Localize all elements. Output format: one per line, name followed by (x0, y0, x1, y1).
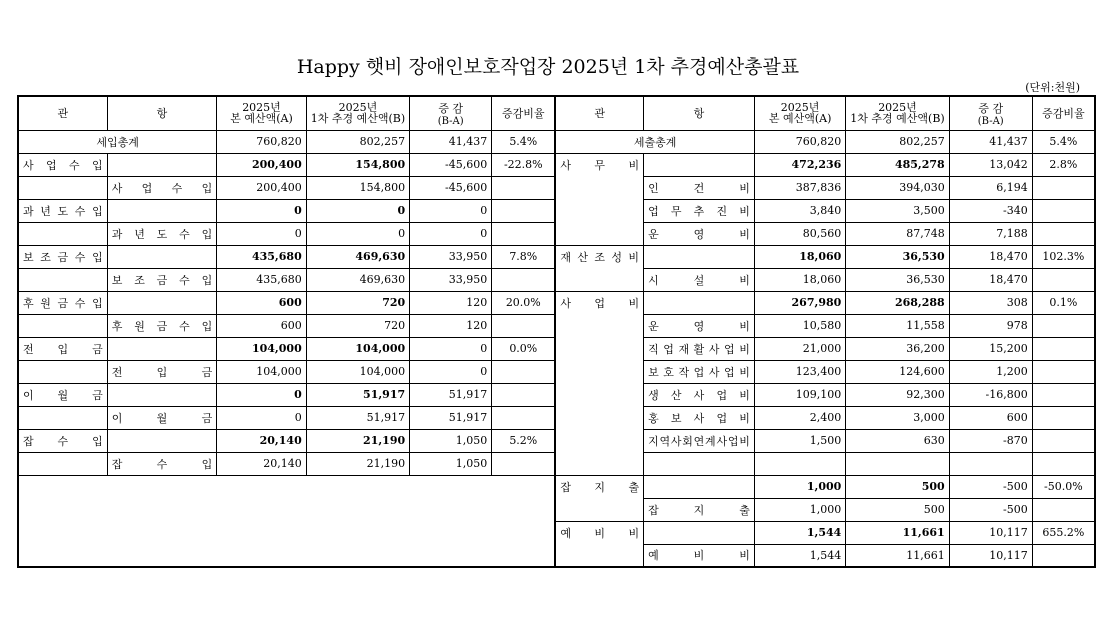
income-gwan-diff: 33,950 (410, 245, 492, 268)
expense-gwan-empty (555, 176, 643, 199)
expense-diff: 10,117 (949, 521, 1032, 544)
expense-b (846, 452, 949, 475)
table-row (18, 314, 1095, 337)
expense-a: 10,580 (754, 314, 845, 337)
table-row (18, 199, 1095, 222)
expense-diff: 18,470 (949, 245, 1032, 268)
expense-gwan-label (555, 245, 643, 268)
income-gwan-hang-empty (107, 429, 217, 452)
expense-total-b: 802,257 (846, 130, 949, 153)
income-gwan-label (18, 199, 107, 222)
table-row (18, 429, 1095, 452)
income-gwan-rate: 7.8% (492, 245, 556, 268)
expense-gwan-label-text: 예 비 비 (560, 526, 640, 540)
expense-gwan-empty (555, 268, 643, 291)
income-gwan-label-text: 전 입 금 (23, 342, 103, 356)
expense-hang-label-text: 운 영 비 (648, 227, 750, 241)
expense-diff: -340 (949, 199, 1032, 222)
income-total-a: 760,820 (217, 130, 306, 153)
income-gwan-hang-empty (107, 245, 217, 268)
expense-hang-label-text: 업 무 추 진 비 (648, 204, 750, 218)
income-hang-b: 154,800 (306, 176, 409, 199)
income-gwan-label (18, 153, 107, 176)
expense-b: 3,500 (846, 199, 949, 222)
income-hang-label (107, 360, 217, 383)
expense-gwan-label-text: 잡 지 출 (560, 480, 640, 494)
income-hang-label (107, 406, 217, 429)
expense-rate: 102.3% (1032, 245, 1095, 268)
total-row (18, 130, 1095, 153)
income-gwan-b: 21,190 (306, 429, 409, 452)
income-hang-b: 51,917 (306, 406, 409, 429)
income-hang-diff: 0 (410, 360, 492, 383)
expense-rate (1032, 199, 1095, 222)
expense-a: 387,836 (754, 176, 845, 199)
income-hang-gwan-empty (18, 360, 107, 383)
table-row (18, 383, 1095, 406)
table-row (18, 153, 1095, 176)
expense-diff: -870 (949, 429, 1032, 452)
income-hang-label-text: 후 원 금 수 입 (111, 319, 213, 333)
expense-hang-label (644, 498, 755, 521)
expense-hang-label (644, 314, 755, 337)
table-row (18, 222, 1095, 245)
income-hang-a: 600 (217, 314, 306, 337)
income-gwan-rate: -22.8% (492, 153, 556, 176)
income-gwan-diff: 1,050 (410, 429, 492, 452)
diff-line2: (B-A) (437, 115, 464, 127)
expense-hang-empty (644, 245, 755, 268)
expense-rate (1032, 429, 1095, 452)
table-row (18, 475, 1095, 498)
expense-gwan-empty (555, 360, 643, 383)
expense-gwan-empty (555, 498, 643, 521)
income-total-b: 802,257 (306, 130, 409, 153)
budget-table-body (18, 96, 1095, 567)
income-gwan-label (18, 245, 107, 268)
expense-hang-label-text: 시 설 비 (648, 273, 750, 287)
expense-diff: -500 (949, 498, 1032, 521)
expense-b: 268,288 (846, 291, 949, 314)
expense-diff: 600 (949, 406, 1032, 429)
expense-a: 1,000 (754, 498, 845, 521)
income-hang-rate (492, 406, 556, 429)
table-row (18, 360, 1095, 383)
expense-b: 485,278 (846, 153, 949, 176)
expense-gwan-label (555, 475, 643, 498)
income-hang-a: 0 (217, 222, 306, 245)
expense-a: 1,544 (754, 521, 845, 544)
income-gwan-label (18, 291, 107, 314)
income-hang-label (107, 314, 217, 337)
expense-b: 36,530 (846, 245, 949, 268)
income-hang-rate (492, 268, 556, 291)
table-row (18, 291, 1095, 314)
col-a-line1: 2025년 (780, 101, 820, 115)
income-gwan-label-text: 이 월 금 (23, 388, 103, 402)
income-hang-b: 0 (306, 222, 409, 245)
expense-a: 80,560 (754, 222, 845, 245)
income-gwan-b: 104,000 (306, 337, 409, 360)
expense-b: 124,600 (846, 360, 949, 383)
income-hang-rate (492, 314, 556, 337)
income-gwan-a: 600 (217, 291, 306, 314)
income-header-rate: 증감비율 (492, 96, 556, 130)
expense-hang-empty (644, 452, 755, 475)
expense-b: 500 (846, 498, 949, 521)
expense-diff: 1,200 (949, 360, 1032, 383)
expense-header-hang: 항 (644, 96, 755, 130)
income-hang-gwan-empty (18, 176, 107, 199)
expense-gwan-label-text: 사 업 비 (560, 296, 640, 310)
expense-rate (1032, 383, 1095, 406)
expense-b: 630 (846, 429, 949, 452)
income-hang-diff: -45,600 (410, 176, 492, 199)
income-gwan-label-text: 잡 수 입 (23, 434, 103, 448)
col-a-line2: 본 예산액(A) (768, 112, 832, 126)
income-hang-label (107, 176, 217, 199)
expense-header-rate: 증감비율 (1032, 96, 1095, 130)
expense-a: 2,400 (754, 406, 845, 429)
header-row (18, 96, 1095, 130)
expense-diff: -16,800 (949, 383, 1032, 406)
expense-a: 3,840 (754, 199, 845, 222)
income-gwan-label-text: 과 년 도 수 입 (23, 204, 103, 218)
income-total-diff: 41,437 (410, 130, 492, 153)
expense-hang-label (644, 360, 755, 383)
income-hang-rate (492, 176, 556, 199)
expense-a (754, 452, 845, 475)
expense-diff: 15,200 (949, 337, 1032, 360)
income-hang-rate (492, 360, 556, 383)
income-hang-b: 21,190 (306, 452, 409, 475)
expense-hang-label-text: 생 산 사 업 비 (648, 388, 750, 402)
income-hang-diff: 120 (410, 314, 492, 337)
expense-a: 1,500 (754, 429, 845, 452)
income-hang-gwan-empty (18, 406, 107, 429)
income-hang-b: 720 (306, 314, 409, 337)
income-gwan-a: 435,680 (217, 245, 306, 268)
expense-hang-label (644, 337, 755, 360)
expense-diff: 13,042 (949, 153, 1032, 176)
expense-diff: 308 (949, 291, 1032, 314)
income-hang-a: 200,400 (217, 176, 306, 199)
expense-a: 18,060 (754, 245, 845, 268)
expense-hang-empty (644, 521, 755, 544)
expense-rate: 655.2% (1032, 521, 1095, 544)
income-hang-diff: 33,950 (410, 268, 492, 291)
income-gwan-label (18, 383, 107, 406)
income-hang-label (107, 268, 217, 291)
income-hang-diff: 1,050 (410, 452, 492, 475)
income-gwan-diff: 0 (410, 199, 492, 222)
expense-a: 109,100 (754, 383, 845, 406)
expense-gwan-empty (555, 199, 643, 222)
expense-hang-label-text: 예 비 비 (648, 549, 750, 563)
expense-b: 11,661 (846, 521, 949, 544)
expense-rate (1032, 452, 1095, 475)
diff-line1: 증 감 (438, 101, 464, 115)
expense-gwan-label (555, 291, 643, 314)
expense-rate (1032, 360, 1095, 383)
income-hang-gwan-empty (18, 222, 107, 245)
income-gwan-label (18, 429, 107, 452)
expense-a: 472,236 (754, 153, 845, 176)
expense-a: 21,000 (754, 337, 845, 360)
col-b-line1: 2025년 (878, 101, 917, 115)
expense-diff: 18,470 (949, 268, 1032, 291)
expense-gwan-empty (555, 337, 643, 360)
income-hang-gwan-empty (18, 314, 107, 337)
expense-header-gwan: 관 (555, 96, 643, 130)
expense-hang-empty (644, 153, 755, 176)
income-header-diff (410, 96, 492, 130)
expense-gwan-empty (555, 429, 643, 452)
expense-b: 92,300 (846, 383, 949, 406)
expense-gwan-label-text: 사 무 비 (560, 158, 640, 172)
income-hang-diff: 0 (410, 222, 492, 245)
income-hang-label-text: 보 조 금 수 입 (111, 273, 213, 287)
expense-gwan-empty (555, 314, 643, 337)
expense-hang-label (644, 429, 755, 452)
table-row (18, 268, 1095, 291)
income-gwan-b: 154,800 (306, 153, 409, 176)
income-hang-diff: 51,917 (410, 406, 492, 429)
income-total-label: 세입총계 (18, 130, 217, 153)
expense-hang-label (644, 268, 755, 291)
expense-hang-label (644, 383, 755, 406)
income-header-col-a (217, 96, 306, 130)
expense-total-label: 세출총계 (555, 130, 754, 153)
income-gwan-label-text: 후 원 금 수 입 (23, 296, 103, 310)
expense-total-rate: 5.4% (1032, 130, 1095, 153)
income-gwan-a: 20,140 (217, 429, 306, 452)
expense-total-a: 760,820 (754, 130, 845, 153)
expense-rate (1032, 176, 1095, 199)
expense-hang-label-text: 직 업 재 활 사 업 비 (648, 342, 750, 356)
expense-b: 500 (846, 475, 949, 498)
income-hang-rate (492, 452, 556, 475)
expense-hang-label (644, 406, 755, 429)
income-hang-label-text: 전 입 금 (111, 365, 213, 379)
expense-a: 123,400 (754, 360, 845, 383)
expense-b: 36,200 (846, 337, 949, 360)
expense-gwan-empty (555, 406, 643, 429)
income-gwan-hang-empty (107, 337, 217, 360)
expense-diff: 10,117 (949, 544, 1032, 567)
expense-gwan-empty (555, 544, 643, 567)
expense-diff: 978 (949, 314, 1032, 337)
income-gwan-b: 51,917 (306, 383, 409, 406)
income-total-rate: 5.4% (492, 130, 556, 153)
income-gwan-diff: -45,600 (410, 153, 492, 176)
expense-header-col-a (754, 96, 845, 130)
income-gwan-rate: 0.0% (492, 337, 556, 360)
diff-line2: (B-A) (977, 115, 1004, 127)
expense-header-col-b (846, 96, 949, 130)
table-row (18, 406, 1095, 429)
expense-diff: 6,194 (949, 176, 1032, 199)
budget-table (17, 95, 1096, 568)
expense-rate (1032, 337, 1095, 360)
expense-a: 1,000 (754, 475, 845, 498)
expense-hang-label-text: 인 건 비 (648, 181, 750, 195)
expense-rate: 2.8% (1032, 153, 1095, 176)
expense-a: 1,544 (754, 544, 845, 567)
income-hang-a: 20,140 (217, 452, 306, 475)
income-gwan-b: 720 (306, 291, 409, 314)
expense-header-diff (949, 96, 1032, 130)
expense-rate (1032, 314, 1095, 337)
income-hang-a: 104,000 (217, 360, 306, 383)
income-gwan-rate (492, 383, 556, 406)
income-gwan-diff: 51,917 (410, 383, 492, 406)
expense-a: 18,060 (754, 268, 845, 291)
income-gwan-a: 104,000 (217, 337, 306, 360)
income-gwan-diff: 0 (410, 337, 492, 360)
col-b-line2: 1차 추경 예산액(B) (310, 112, 406, 126)
income-gwan-hang-empty (107, 383, 217, 406)
income-gwan-b: 469,630 (306, 245, 409, 268)
income-gwan-diff: 120 (410, 291, 492, 314)
col-b-line2: 1차 추경 예산액(B) (850, 112, 945, 126)
table-row (18, 176, 1095, 199)
expense-b: 3,000 (846, 406, 949, 429)
expense-gwan-empty (555, 452, 643, 475)
expense-rate (1032, 544, 1095, 567)
expense-rate (1032, 498, 1095, 521)
income-gwan-a: 200,400 (217, 153, 306, 176)
income-gwan-hang-empty (107, 199, 217, 222)
income-gwan-rate: 20.0% (492, 291, 556, 314)
table-row (18, 452, 1095, 475)
expense-a: 267,980 (754, 291, 845, 314)
expense-hang-label (644, 199, 755, 222)
expense-hang-label-text: 지 역 사 회 연 계 사 업 비 (648, 434, 750, 448)
col-b-line1: 2025년 (338, 101, 378, 115)
col-a-line1: 2025년 (242, 101, 281, 115)
income-hang-label-text: 이 월 금 (111, 411, 213, 425)
income-hang-b: 104,000 (306, 360, 409, 383)
expense-b: 36,530 (846, 268, 949, 291)
expense-hang-empty (644, 291, 755, 314)
page-title: Happy 햇비 장애인보호작업장 2025년 1차 추경예산총괄표 (296, 56, 800, 78)
income-hang-b: 469,630 (306, 268, 409, 291)
income-header-col-b (306, 96, 409, 130)
expense-b: 11,558 (846, 314, 949, 337)
income-hang-label-text: 사 업 수 입 (111, 181, 213, 195)
expense-rate (1032, 406, 1095, 429)
expense-b: 87,748 (846, 222, 949, 245)
expense-hang-label-text: 보 호 작 업 사 업 비 (648, 365, 750, 379)
income-header-gwan: 관 (18, 96, 107, 130)
income-gwan-a: 0 (217, 199, 306, 222)
expense-rate (1032, 268, 1095, 291)
expense-hang-label (644, 176, 755, 199)
income-gwan-hang-empty (107, 153, 217, 176)
expense-hang-label-text: 홍 보 사 업 비 (648, 411, 750, 425)
income-gwan-label (18, 337, 107, 360)
expense-hang-label-text: 운 영 비 (648, 319, 750, 333)
expense-gwan-empty (555, 383, 643, 406)
col-a-line2: 본 예산액(A) (230, 112, 293, 126)
expense-gwan-label-text: 재 산 조 성 비 (560, 250, 640, 264)
income-gwan-label-text: 보 조 금 수 입 (23, 250, 103, 264)
expense-b: 11,661 (846, 544, 949, 567)
income-gwan-b: 0 (306, 199, 409, 222)
expense-rate (1032, 222, 1095, 245)
income-header-hang: 항 (107, 96, 217, 130)
income-blank-area (18, 475, 555, 567)
expense-diff: -500 (949, 475, 1032, 498)
expense-hang-label (644, 544, 755, 567)
expense-gwan-label (555, 521, 643, 544)
income-gwan-rate: 5.2% (492, 429, 556, 452)
income-hang-rate (492, 222, 556, 245)
income-hang-label (107, 452, 217, 475)
income-gwan-label-text: 사 업 수 입 (23, 158, 103, 172)
table-row (18, 245, 1095, 268)
expense-rate: 0.1% (1032, 291, 1095, 314)
income-hang-a: 435,680 (217, 268, 306, 291)
expense-hang-label-text: 잡 지 출 (648, 503, 750, 517)
unit-label: (단위:천원) (1025, 81, 1080, 94)
diff-line1: 증 감 (978, 101, 1004, 115)
table-row (18, 337, 1095, 360)
expense-gwan-label (555, 153, 643, 176)
income-hang-label (107, 222, 217, 245)
expense-diff: 7,188 (949, 222, 1032, 245)
income-gwan-hang-empty (107, 291, 217, 314)
expense-diff (949, 452, 1032, 475)
expense-total-diff: 41,437 (949, 130, 1032, 153)
income-hang-gwan-empty (18, 268, 107, 291)
income-gwan-a: 0 (217, 383, 306, 406)
expense-rate: -50.0% (1032, 475, 1095, 498)
income-hang-a: 0 (217, 406, 306, 429)
income-hang-label-text: 잡 수 입 (111, 457, 213, 471)
expense-gwan-empty (555, 222, 643, 245)
expense-b: 394,030 (846, 176, 949, 199)
expense-hang-empty (644, 475, 755, 498)
income-hang-gwan-empty (18, 452, 107, 475)
income-hang-label-text: 과 년 도 수 입 (111, 227, 213, 241)
expense-hang-label (644, 222, 755, 245)
income-gwan-rate (492, 199, 556, 222)
